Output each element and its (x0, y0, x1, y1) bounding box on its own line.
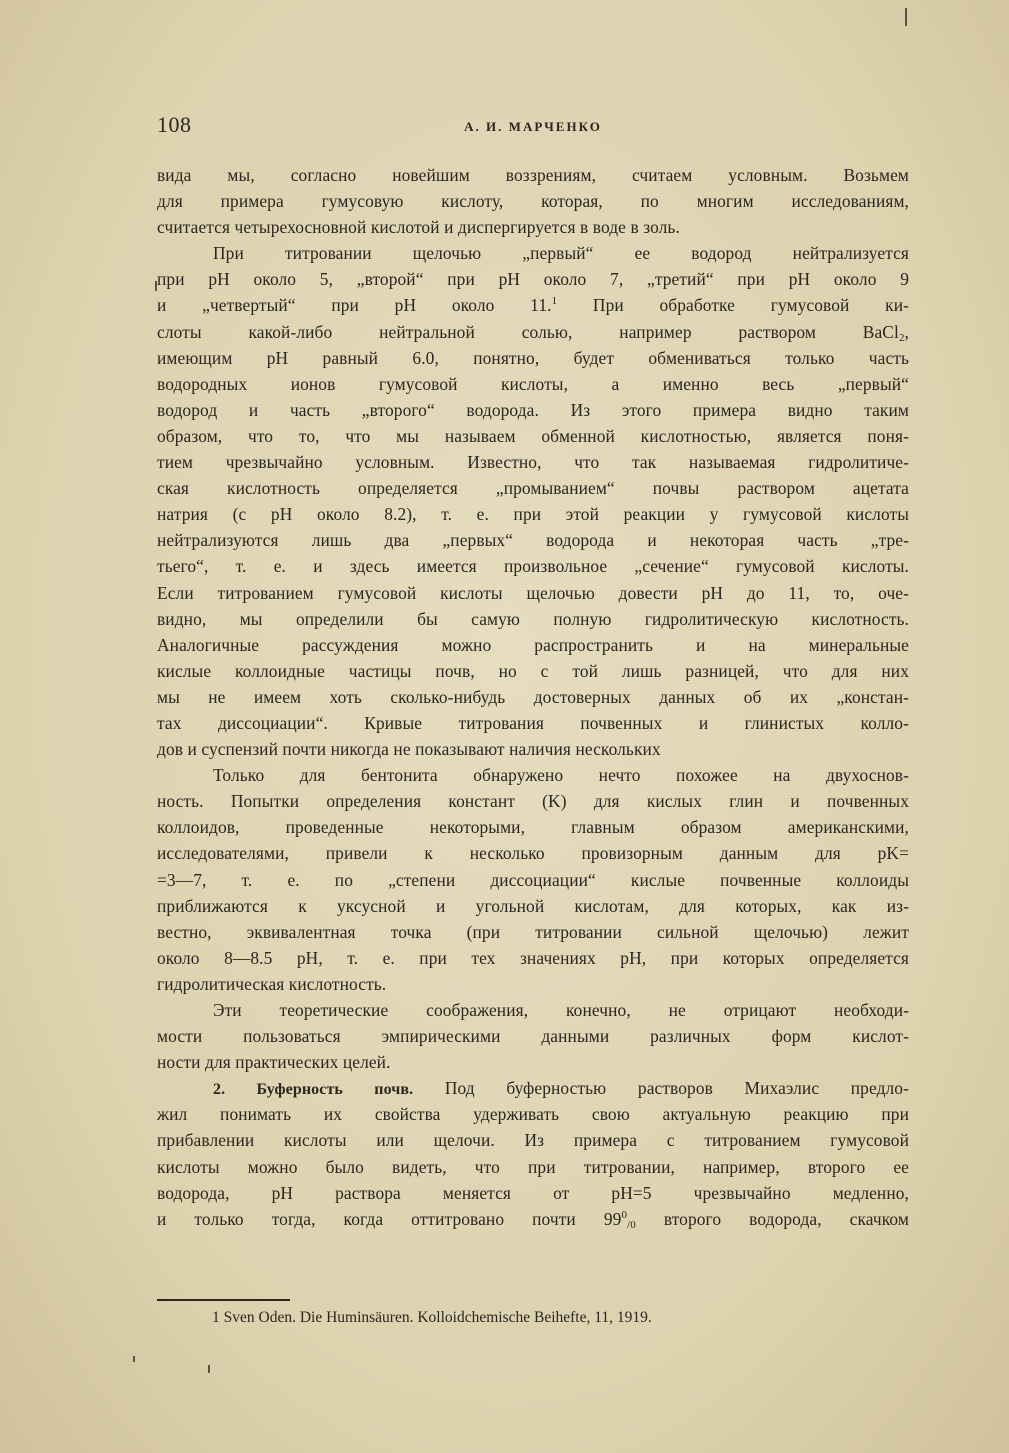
scan-speck (905, 8, 907, 26)
text-line: мы не имеем хоть сколько-нибудь достоверных данных об их „констан- (157, 686, 909, 707)
paragraph-2 (157, 240, 909, 762)
text-line: около 8—8.5 pH, т. е. при тех значениях pH, при которых определяется (157, 947, 909, 968)
text-line: приближаются к уксусной и угольной кислотам, для которых, как из- (157, 895, 909, 916)
paragraph-1 (157, 162, 909, 240)
text-line: имеющим pH равный 6.0, понятно, будет обмениваться только часть (157, 347, 909, 368)
text-line: дов и суспензий почти никогда не показывают наличия нескольких (157, 739, 661, 760)
text-line: Только для бентонита обнаружено нечто похожее на двухоснов- (213, 765, 909, 786)
paragraph-3 (157, 762, 909, 997)
paragraph-4 (157, 997, 909, 1075)
punctuation: , (904, 321, 909, 342)
text-line: исследователями, привели к несколько провизорным данным для pK= (157, 843, 909, 864)
text-line: образом, что то, что мы называем обменной кислотностью, является поня- (157, 425, 909, 446)
text-line: гидролитическая кислотность. (157, 973, 387, 994)
text-segment: и „четвертый“ при pH около 11. (157, 295, 552, 316)
text-line: мости пользоваться эмпирическими данными различных форм кислот- (157, 1026, 909, 1047)
text-line: считается четырехосновной кислотой и диспергируется в воде в золь. (157, 217, 680, 238)
text-line: Если титрованием гумусовой кислоты щелочью довести pH до 11, то, оче- (157, 582, 909, 603)
text-line: =3—7, т. е. по „степени диссоциации“ кислые почвенные коллоиды (157, 869, 909, 890)
text-line: вида мы, согласно новейшим воззрениям, считаем условным. Возьмем (157, 165, 909, 185)
text-line: ность. Попытки определения констант (K) для кислых глин и почвенных (157, 791, 909, 812)
text-line: При титровании щелочью „первый“ ее водород нейтрализуется (213, 243, 909, 264)
text-segment: и только тогда, когда оттитровано почти 99 (157, 1208, 622, 1229)
text-line: прибавлении кислоты или щелочи. Из примера с титрованием гумусовой (157, 1130, 909, 1151)
text-line: водород и часть „второго“ водорода. Из этого примера видно таким (157, 399, 909, 420)
text-line: водорода, pH раствора меняется от pH=5 чрезвычайно медленно, (157, 1182, 909, 1203)
running-head (157, 112, 909, 142)
text-segment: слоты какой-либо нейтральной солью, например раствором BaCl (157, 321, 899, 342)
text-line: кислоты можно было видеть, что при титровании, например, второго ее (157, 1156, 909, 1177)
text-line: водородных ионов гумусовой кислоты, а именно весь „первый“ (157, 373, 909, 394)
author-name: А. И. МАРЧЕНКО (464, 119, 602, 134)
text-line: Эти теоретические соображения, конечно, не отрицают необходи- (213, 1000, 909, 1020)
text-line-with-footnote (157, 292, 909, 318)
text-line: тах диссоциации“. Кривые титрования почвенных и глинистых колло- (157, 712, 909, 733)
page-number: 108 (157, 112, 192, 137)
text-segment: При обработке гумусовой ки- (592, 295, 909, 316)
chemical-subscript: 2 (898, 331, 905, 344)
scan-speck (133, 1356, 135, 1362)
text-line: коллоидов, проведенные некоторыми, главным образом американскими, (157, 817, 909, 838)
text-line: видно, мы определили бы самую полную гидролитическую кислотность. (157, 608, 909, 629)
text-line: Аналогичные рассуждения можно распространить и на минеральные (157, 634, 909, 655)
text-line: при pH около 5, „второй“ при pH около 7, „третий“ при pH около 9 (157, 269, 909, 290)
text-line: кислые коллоидные частицы почв, но с той лишь разницей, что для них (157, 660, 909, 681)
text-segment: второго водорода, скачком (663, 1208, 909, 1229)
text-line: ская кислотность определяется „промыванием“ почвы раствором ацетата (157, 478, 909, 499)
text-line: тьего“, т. е. и здесь имеется произвольное „сечение“ гумусовой кислоты. (157, 556, 909, 577)
text-segment: Под буферностью растворов Михаэлис предло- (444, 1078, 909, 1099)
footnote-reference: 1 (551, 295, 558, 308)
text-line: ности для практических целей. (157, 1052, 391, 1073)
text-line-with-percent (157, 1206, 909, 1232)
percent-sign-top: 0 (621, 1208, 628, 1221)
scan-speck (155, 281, 157, 291)
text-line: жил понимать их свойства удерживать свою актуальную реакцию при (157, 1104, 909, 1125)
paragraph-5 (157, 1075, 909, 1232)
section-heading: 2. Буферность почв. (213, 1081, 414, 1099)
percent-sign-bottom: /0 (627, 1218, 636, 1231)
text-line: вестно, эквивалентная точка (при титровании сильной щелочью) лежит (157, 921, 909, 942)
text-line-with-heading (157, 1075, 909, 1101)
text-line-with-formula (157, 319, 909, 345)
text-line: натрия (с pH около 8.2), т. е. при этой реакции у гумусовой кислоты (157, 504, 909, 525)
body-text (157, 162, 909, 1232)
scan-speck (208, 1365, 210, 1373)
footnote-divider (157, 1299, 290, 1301)
text-line: тием чрезвычайно условным. Известно, что так называемая гидролитиче- (157, 452, 909, 473)
text-line: для примера гумусовую кислоту, которая, по многим исследованиям, (157, 191, 909, 212)
footnote: 1 Sven Oden. Die Huminsäuren. Kolloidchemische Beihefte, 11, 1919. (212, 1309, 652, 1326)
text-line: нейтрализуются лишь два „первых“ водорода и некоторая часть „тре- (157, 530, 909, 551)
